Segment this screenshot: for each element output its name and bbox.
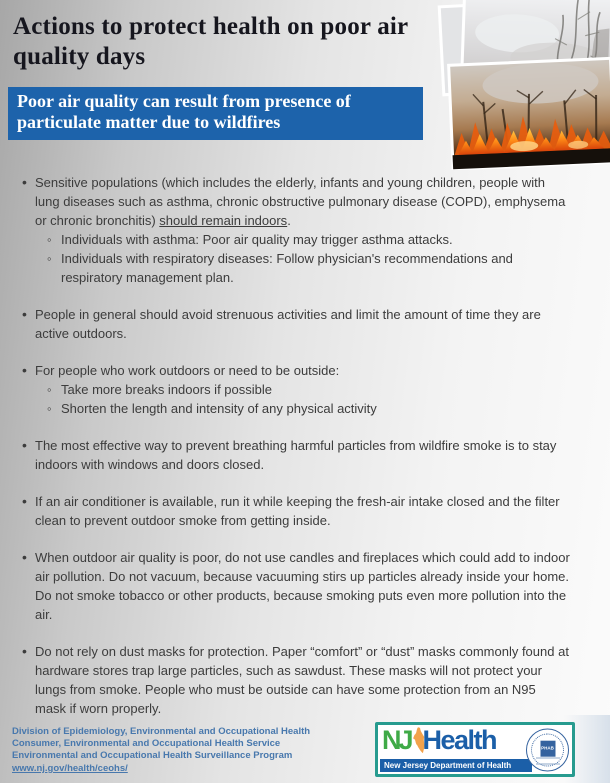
- bullet-text: The most effective way to prevent breathing harmful particles from wildfire smoke is to stay indoors with windows and doors closed.: [35, 438, 557, 472]
- footer-link[interactable]: www.nj.gov/health/ceohs/: [12, 763, 128, 774]
- bullet-text: People in general should avoid strenuous activities and limit the amount of time they are active outdoors.: [35, 307, 541, 341]
- sub-list: [35, 230, 570, 287]
- list-item: [22, 492, 570, 530]
- phab-seal-icon: [526, 728, 569, 771]
- bullet-text: Do not rely on dust masks for protection. Paper “comfort” or “dust” masks commonly found at hardware stores trap large particles, such as sawdust. These masks will not protect your lungs from smoke. People who must be outside can have some protection from an N95 mask if worn properly.: [35, 644, 569, 716]
- nj-logo-text: NJ: [382, 725, 411, 755]
- subtitle-banner: Poor air quality can result from presence of particulate matter due to wildfires: [8, 87, 423, 140]
- bullet-text: Sensitive populations (which includes the elderly, infants and young children, people with lung diseases such as asthma, chronic obstructive pulmonary disease (COPD), emphysema or chronic bronchitis): [35, 175, 566, 228]
- phab-seal-lines: [536, 758, 560, 765]
- phab-seal-label: PHAB: [540, 741, 555, 757]
- nj-health-wordmark: [382, 725, 496, 757]
- bullet-text: If an air conditioner is available, run it while keeping the fresh-air intake closed and the filter clean to prevent outdoor smoke from getting inside.: [35, 494, 560, 528]
- bullet-text: For people who work outdoors or need to be outside:: [35, 363, 340, 378]
- underlined-phrase: should remain indoors: [159, 213, 288, 228]
- bullet-text: When outdoor air quality is poor, do not use candles and fireplaces which could add to indoor air pollution. Do not vacuum, because vacuuming stirs up particles already inside your home. Do not smoke tobacco or other products, because smoking puts even more pollution into the air.: [35, 550, 570, 622]
- footer-org-line: Division of Epidemiology, Environmental and Occupational Health: [12, 726, 311, 737]
- footer-org-line: Environmental and Occupational Health Surveillance Program: [12, 750, 293, 761]
- list-item: [22, 173, 570, 287]
- bullet-list: [22, 173, 570, 736]
- list-item: [22, 361, 570, 418]
- logo-tagline: New Jersey Department of Health: [380, 759, 532, 772]
- sub-list-item: ◦ Individuals with respiratory diseases: Follow physician's recommendations and respiratory management plan.: [47, 249, 570, 287]
- sub-list-item: ◦ Shorten the length and intensity of any physical activity: [47, 399, 570, 418]
- wildfire-photo-illustration: [427, 0, 610, 170]
- list-item: [22, 642, 570, 718]
- page-title: Actions to protect health on poor air quality days: [13, 13, 408, 70]
- list-item: [22, 436, 570, 474]
- footer-org-line: Consumer, Environmental and Occupational Health Service: [12, 738, 281, 749]
- health-logo-text: Health: [422, 725, 497, 755]
- sub-list-item: ◦ Take more breaks indoors if possible: [47, 380, 570, 399]
- sub-list-item: ◦ Individuals with asthma: Poor air quality may trigger asthma attacks.: [47, 230, 570, 249]
- list-item: [22, 305, 570, 343]
- sub-list: [35, 380, 570, 418]
- list-item: [22, 548, 570, 624]
- footer-org-lines: [12, 726, 352, 762]
- wildfire-photo: [427, 0, 610, 170]
- bullet-text: .: [287, 213, 291, 228]
- footer-org-block: [12, 726, 352, 775]
- nj-health-logo: [375, 722, 575, 777]
